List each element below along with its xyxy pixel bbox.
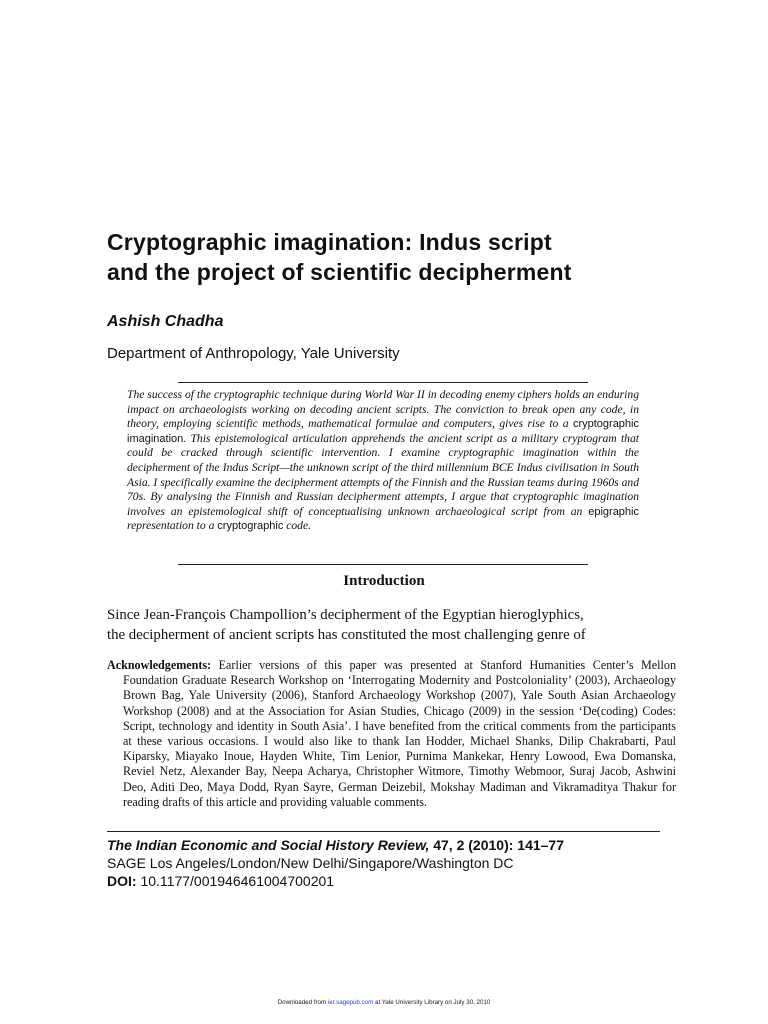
introduction-heading: Introduction xyxy=(343,573,425,589)
sagepub-link[interactable]: ier.sagepub.com xyxy=(327,999,374,1006)
doi-value[interactable]: 10.1177/001946461004700201 xyxy=(136,873,335,889)
download-footer xyxy=(0,999,768,1006)
abstract-bottom-rule xyxy=(178,564,588,565)
article-title-line-2: and the project of scientific decipherment xyxy=(107,259,572,285)
publisher-locations: SAGE Los Angeles/London/New Delhi/Singapore/Washington DC xyxy=(107,855,514,871)
author-name: Ashish Chadha xyxy=(107,313,224,330)
doi-line xyxy=(107,872,564,890)
abstract-text-2: . This epistemological articulation apprehends the ancient script as a military cryptogram that could be cracked through scientific intervention. I examine cryptographic imagination within the decipherment of the Indus Script—the unknown script of the third millennium BCE Indus civilisation in South Asia. I specifically examine the decipherment attempts of the Finnish and the Russian teams during 1960s and 70s. By analysing the Finnish and Russian decipherment attempts, I argue that cryptographic imagination involves an epistemological shift of conceptualising unknown archaeological script from an xyxy=(127,431,639,518)
abstract-text-4: code. xyxy=(283,519,312,533)
abstract xyxy=(127,388,639,534)
abstract-text-3: representation to a xyxy=(127,519,218,533)
acknowledgements-label: Acknowledgements: xyxy=(107,658,212,672)
footer-prefix: Downloaded from xyxy=(277,999,328,1006)
abstract-term-epigraphic: epigraphic xyxy=(588,505,639,518)
footer-suffix: at Yale University Library on July 30, 2010 xyxy=(373,999,491,1006)
acknowledgements-text: Earlier versions of this paper was presented at Stanford Humanities Center’s Mellon Foundation Graduate Research Workshop on ‘Interrogating Modernity and Postcoloniality’ (2003), Archaeology Brown Bag, Yale University (2006), Stanford Archaeology Workshop (2007), Yale South Asian Archaeology Workshop (2008) and at the Association for Asian Studies, Chicago (2009) in the session ‘De(coding) Codes: Script, technology and identity in South Asia’. I have benefited from the critical comments from the participants at these various occasions. I would also like to thank Ian Hodder, Michael Shanks, Dilip Chakrabarti, Paul Kiparsky, Miayako Inoue, Hayden White, Tim Lenior, Purnima Mankekar, Henry Lowood, Ewa Domanska, Reviel Netz, Alexander Bay, Neepa Acharya, Christopher Witmore, Timothy Webmoor, Suraj Jacob, Ashwini Deo, Aditi Deo, Maya Dodd, Ryan Sayre, German Deizebil, Mokshay Madiman and Vikramaditya Thakur for reading drafts of this article and providing valuable comments. xyxy=(123,658,676,809)
journal-title: The Indian Economic and Social History Review, xyxy=(107,837,430,853)
journal-citation xyxy=(107,836,564,854)
article-title-line-1: Cryptographic imagination: Indus script xyxy=(107,229,552,255)
introduction-line-2: the decipherment of ancient scripts has constituted the most challenging genre of xyxy=(107,627,586,643)
acknowledgements-note xyxy=(107,658,676,810)
journal-info-rule xyxy=(107,831,660,832)
abstract-term-cryptographic-imagination: cryptographic imagination xyxy=(127,418,639,445)
journal-issue: 47, 2 (2010): 141–77 xyxy=(429,837,564,853)
abstract-top-rule xyxy=(178,382,588,383)
doi-label: DOI: xyxy=(107,873,137,889)
abstract-term-cryptographic: cryptographic xyxy=(217,520,284,533)
introduction-line-1: Since Jean-François Champollion’s decipherment of the Egyptian hieroglyphics, xyxy=(107,607,584,623)
article-title xyxy=(107,227,667,287)
journal-info xyxy=(107,836,564,890)
introduction-paragraph xyxy=(107,605,659,645)
abstract-text-1: The success of the cryptographic technique during World War II in decoding enemy ciphers holds an enduring impact on archaeologists working on decoding ancient scripts. The conviction to break open any code, in theory, employing scientific methods, mathematical formulae and computers, gives rise to a xyxy=(127,388,639,431)
author-affiliation: Department of Anthropology, Yale University xyxy=(107,345,400,362)
